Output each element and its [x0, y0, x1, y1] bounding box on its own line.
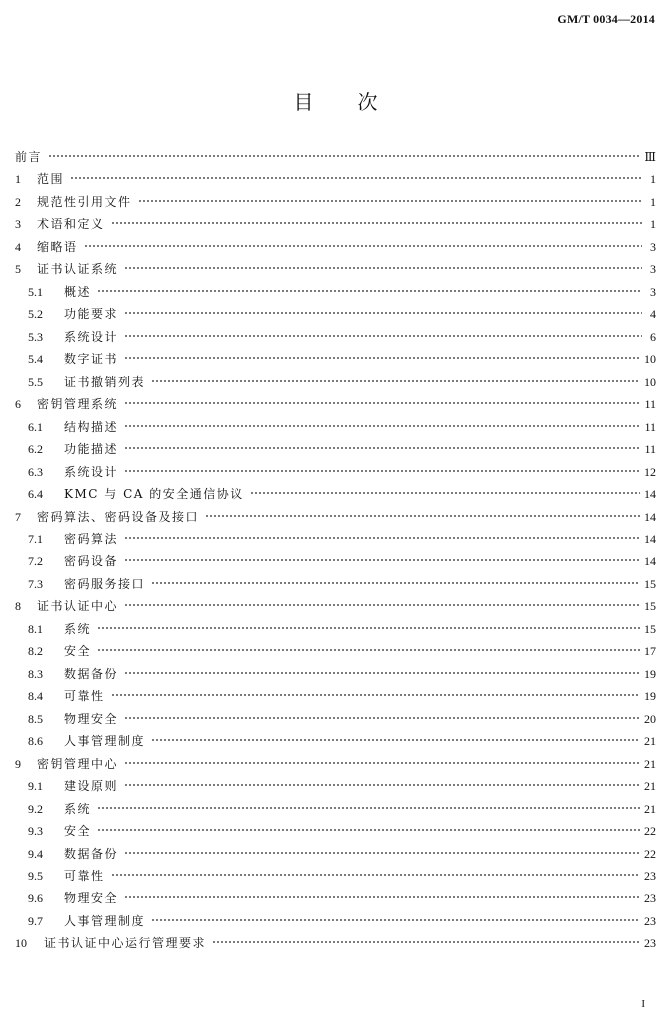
toc-entry[interactable]	[15, 912, 656, 934]
toc-entry-page: 21	[644, 779, 656, 794]
toc-entry-label: 安全	[64, 644, 92, 659]
toc-entry-number: 10	[15, 936, 27, 951]
toc-entry-label: 密钥管理系统	[37, 397, 119, 412]
toc-entry-page: 23	[644, 936, 656, 951]
toc-entry-page: 14	[644, 487, 656, 502]
toc-entry-number: 9.5	[28, 869, 43, 883]
toc-entry-label: 系统设计	[64, 329, 119, 344]
toc-entry[interactable]	[15, 395, 656, 417]
toc-entry[interactable]	[15, 305, 656, 327]
toc-entry[interactable]	[15, 642, 656, 664]
toc-leader-dots	[97, 622, 640, 634]
toc-entry[interactable]	[15, 822, 656, 844]
toc-leader-dots	[124, 891, 640, 903]
toc-entry-label: KMC 与 CA 的安全通信协议	[64, 487, 244, 502]
toc-entry-page: 21	[644, 801, 656, 816]
toc-entry-label: 数字证书	[64, 352, 119, 367]
toc-entry-label: 系统	[64, 801, 92, 816]
toc-entry-page: 15	[644, 576, 656, 591]
toc-entry-page: 3	[650, 262, 656, 277]
toc-entry[interactable]	[15, 552, 656, 574]
toc-entry-number: 8.6	[28, 734, 43, 749]
toc-entry-label: 功能要求	[64, 307, 119, 322]
toc-entry[interactable]	[15, 777, 656, 799]
toc-leader-dots	[212, 936, 640, 948]
toc-entry[interactable]	[15, 710, 656, 732]
toc-entry-label: 数据备份	[64, 666, 119, 681]
toc-leader-dots	[124, 397, 640, 409]
toc-entry[interactable]	[15, 665, 656, 687]
toc-leader-dots	[111, 217, 642, 229]
toc-entry-number: 2	[15, 194, 21, 209]
toc-entry[interactable]	[15, 440, 656, 462]
table-of-contents	[15, 148, 656, 957]
toc-entry-label: 密码服务接口	[64, 576, 146, 591]
toc-entry[interactable]	[15, 934, 656, 956]
toc-entry[interactable]	[15, 687, 656, 709]
toc-entry[interactable]	[15, 867, 656, 889]
toc-leader-dots	[124, 599, 640, 611]
toc-entry-label: 密码算法	[64, 531, 119, 546]
toc-entry-label: 可靠性	[64, 689, 105, 704]
toc-entry-label: 物理安全	[64, 891, 119, 906]
page-number: I	[641, 998, 645, 1010]
toc-entry[interactable]	[15, 889, 656, 911]
toc-entry-label: 系统设计	[64, 464, 119, 479]
toc-leader-dots	[97, 644, 640, 656]
toc-entry[interactable]	[15, 373, 656, 395]
toc-entry-page: 1	[650, 217, 656, 232]
toc-entry-label: 证书撤销列表	[64, 374, 146, 389]
toc-entry-page: 12	[644, 464, 656, 479]
toc-entry-number: 8.4	[28, 689, 43, 704]
toc-entry-page: 11	[644, 397, 656, 412]
toc-entry[interactable]	[15, 575, 656, 597]
toc-leader-dots	[151, 577, 640, 589]
toc-entry-label: 人事管理制度	[64, 734, 146, 749]
toc-entry-number: 8.2	[28, 644, 43, 659]
toc-entry[interactable]	[15, 260, 656, 282]
toc-entry[interactable]	[15, 350, 656, 372]
toc-entry-label: 证书认证系统	[37, 262, 119, 277]
toc-leader-dots	[151, 734, 640, 746]
toc-entry-number: 9.3	[28, 824, 43, 839]
toc-entry-number: 7.2	[28, 554, 43, 569]
toc-entry-page: 17	[644, 644, 656, 659]
toc-entry-number: 6.2	[28, 442, 43, 457]
toc-entry-number: 6.1	[28, 419, 43, 434]
toc-entry-page: 10	[644, 374, 656, 389]
toc-entry-number: 9.1	[28, 779, 43, 794]
toc-entry[interactable]	[15, 755, 656, 777]
toc-leader-dots	[111, 869, 640, 881]
toc-leader-dots	[124, 465, 640, 477]
toc-leader-dots	[97, 802, 640, 814]
toc-entry-label: 数据备份	[64, 846, 119, 861]
toc-leader-dots	[151, 914, 640, 926]
toc-entry-label: 规范性引用文件	[37, 194, 132, 209]
toc-entry[interactable]	[15, 597, 656, 619]
toc-entry-label: 人事管理制度	[64, 913, 146, 928]
toc-entry-page: 19	[644, 689, 656, 704]
toc-entry-label: 功能描述	[64, 442, 119, 457]
toc-entry-number: 5.5	[28, 374, 43, 389]
toc-entry-label: 范围	[37, 172, 65, 187]
toc-entry-page: 22	[644, 846, 656, 861]
toc-entry-number: 5.1	[28, 284, 43, 299]
toc-entry-label: 结构描述	[64, 419, 119, 434]
toc-entry-page: 3	[650, 284, 656, 299]
toc-entry-page: 11	[644, 442, 656, 457]
toc-entry-page: 10	[644, 352, 656, 367]
toc-entry[interactable]	[15, 418, 656, 440]
toc-entry[interactable]	[15, 463, 656, 485]
toc-entry[interactable]	[15, 732, 656, 754]
toc-entry-number: 9.4	[28, 846, 43, 861]
toc-entry-page: 23	[644, 869, 656, 883]
toc-leader-dots	[250, 487, 640, 499]
toc-entry-number: 6.4	[28, 487, 43, 502]
document-code: GM/T 0034—2014	[557, 12, 655, 26]
toc-entry-page: 22	[644, 824, 656, 839]
toc-entry-page: 3	[650, 239, 656, 254]
toc-leader-dots	[124, 847, 640, 859]
toc-entry-number: 7.3	[28, 576, 43, 591]
toc-entry-page: 4	[650, 307, 656, 322]
toc-entry[interactable]	[15, 328, 656, 350]
toc-entry[interactable]	[15, 283, 656, 305]
toc-leader-dots	[124, 712, 640, 724]
toc-entry-number: 4	[15, 239, 21, 254]
toc-entry-page: Ⅲ	[644, 150, 656, 164]
toc-entry-page: 14	[644, 531, 656, 546]
toc-entry-number: 6	[15, 397, 21, 412]
toc-entry[interactable]	[15, 800, 656, 822]
toc-entry-page: 11	[644, 419, 656, 434]
toc-entry[interactable]	[15, 530, 656, 552]
toc-leader-dots	[111, 689, 640, 701]
toc-leader-dots	[124, 420, 640, 432]
toc-leader-dots	[124, 307, 642, 319]
toc-leader-dots	[124, 442, 640, 454]
toc-leader-dots	[97, 824, 640, 836]
toc-entry-label: 概述	[64, 284, 92, 299]
toc-leader-dots	[124, 352, 640, 364]
toc-entry-number: 6.3	[28, 464, 43, 479]
toc-leader-dots	[205, 510, 640, 522]
toc-entry[interactable]	[15, 508, 656, 530]
toc-entry-number: 7.1	[28, 531, 43, 546]
toc-leader-dots	[48, 150, 640, 162]
toc-entry-page: 19	[644, 666, 656, 681]
toc-entry-label: 证书认证中心	[37, 599, 119, 614]
toc-entry-page: 1	[650, 172, 656, 187]
toc-entry-number: 9	[15, 756, 21, 771]
toc-entry[interactable]	[15, 845, 656, 867]
toc-entry-page: 21	[644, 756, 656, 771]
toc-entry-label: 缩略语	[37, 239, 78, 254]
toc-entry-page: 6	[650, 329, 656, 344]
toc-entry[interactable]	[15, 620, 656, 642]
toc-leader-dots	[124, 779, 640, 791]
toc-entry[interactable]	[15, 215, 656, 237]
toc-entry[interactable]	[15, 193, 656, 215]
toc-entry-number: 8.3	[28, 666, 43, 681]
toc-entry-number: 8.5	[28, 711, 43, 726]
toc-entry-number: 5.3	[28, 329, 43, 344]
toc-title: 目次	[293, 90, 422, 114]
toc-entry-number: 9.2	[28, 801, 43, 816]
toc-entry-page: 15	[644, 621, 656, 636]
toc-entry-number: 7	[15, 509, 21, 524]
toc-entry[interactable]	[15, 238, 656, 260]
toc-entry-page: 20	[644, 711, 656, 726]
toc-entry-label: 密码设备	[64, 554, 119, 569]
toc-leader-dots	[124, 330, 642, 342]
toc-entry-label: 前言	[15, 150, 43, 164]
toc-entry-number: 3	[15, 217, 21, 232]
toc-entry-label: 密码算法、密码设备及接口	[37, 509, 200, 524]
toc-entry[interactable]	[15, 148, 656, 170]
toc-leader-dots	[84, 240, 642, 252]
toc-entry-label: 物理安全	[64, 711, 119, 726]
toc-leader-dots	[97, 285, 642, 297]
toc-entry-label: 建设原则	[64, 779, 119, 794]
toc-entry-number: 8	[15, 599, 21, 614]
toc-entry-page: 14	[644, 509, 656, 524]
toc-entry-page: 23	[644, 891, 656, 906]
toc-entry-label: 术语和定义	[37, 217, 105, 232]
toc-leader-dots	[124, 667, 640, 679]
toc-entry-number: 9.6	[28, 891, 43, 906]
toc-entry-page: 15	[644, 599, 656, 614]
toc-entry-number: 1	[15, 172, 21, 187]
toc-entry-label: 密钥管理中心	[37, 756, 119, 771]
toc-entry-number: 5.4	[28, 352, 43, 367]
toc-entry-page: 21	[644, 734, 656, 749]
toc-leader-dots	[124, 262, 642, 274]
toc-entry-label: 系统	[64, 621, 92, 636]
toc-leader-dots	[138, 195, 642, 207]
toc-leader-dots	[151, 375, 640, 387]
toc-entry-label: 安全	[64, 824, 92, 839]
toc-entry-page: 23	[644, 913, 656, 928]
toc-entry-number: 9.7	[28, 913, 43, 928]
toc-leader-dots	[124, 757, 640, 769]
toc-entry-label: 证书认证中心运行管理要求	[44, 936, 207, 951]
toc-entry-number: 5	[15, 262, 21, 277]
toc-entry-number: 5.2	[28, 307, 43, 322]
toc-leader-dots	[124, 554, 640, 566]
toc-entry[interactable]	[15, 170, 656, 192]
toc-entry-label: 可靠性	[64, 869, 105, 883]
toc-entry-page: 1	[650, 194, 656, 209]
toc-leader-dots	[70, 172, 642, 184]
toc-entry[interactable]	[15, 485, 656, 507]
toc-entry-page: 14	[644, 554, 656, 569]
toc-leader-dots	[124, 532, 640, 544]
toc-entry-number: 8.1	[28, 621, 43, 636]
